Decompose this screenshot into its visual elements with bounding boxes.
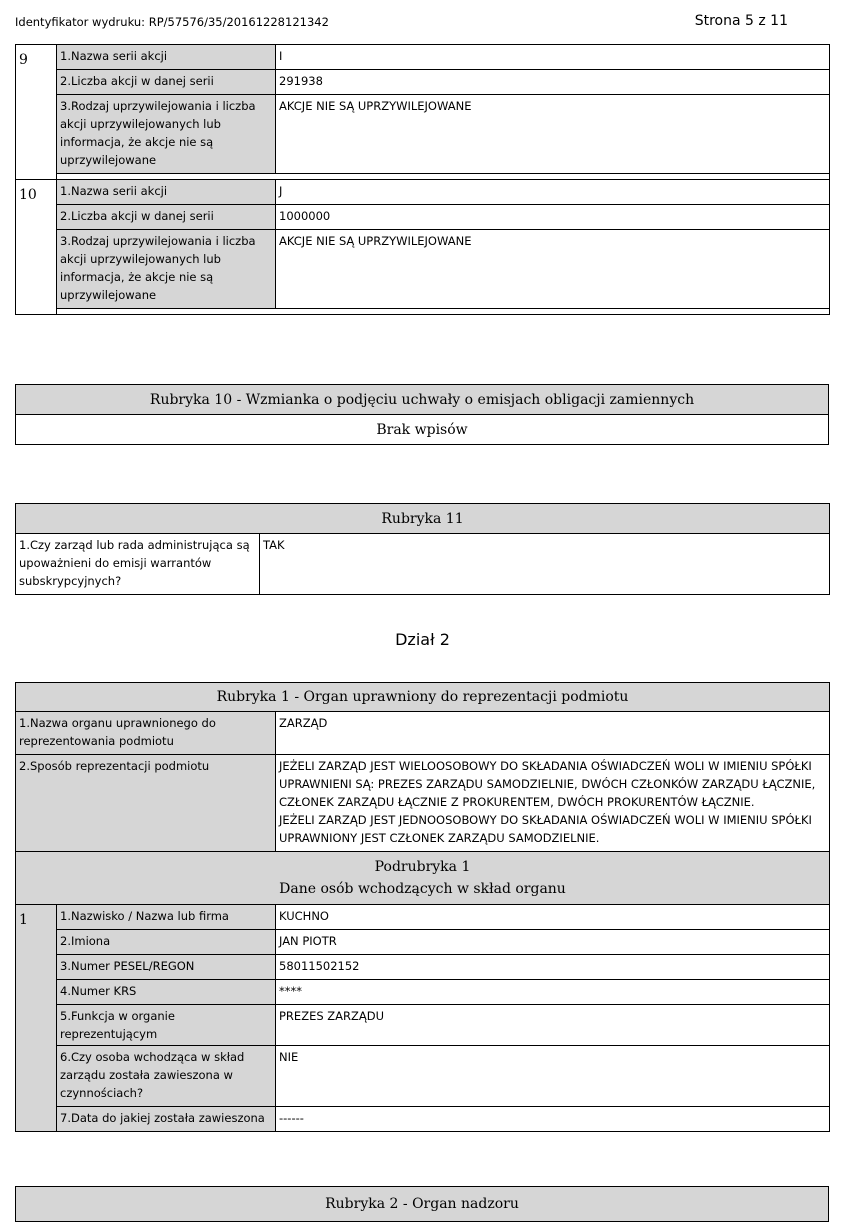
table-row: [16, 755, 830, 852]
field-value: ****: [276, 980, 830, 1005]
no-entries-text: Brak wpisów: [16, 415, 829, 445]
table-row: [16, 712, 830, 755]
table-row: [16, 1005, 830, 1046]
table-row: [16, 230, 830, 309]
field-value: JAN PIOTR: [276, 930, 830, 955]
table-row: [16, 309, 830, 315]
field-value: ------: [276, 1107, 830, 1132]
print-identifier: Identyfikator wydruku: RP/57576/35/20161228121342: [15, 15, 329, 29]
series-number: 9: [16, 45, 57, 180]
representation-text: JEŻELI ZARZĄD JEST JEDNOOSOBOWY DO SKŁADANIA OŚWIADCZEŃ WOLI W IMIENIU SPÓŁKI UPRAWNIONY JEST CZŁONEK ZARZĄDU SAMODZIELNIE.: [279, 813, 812, 845]
table-row: [16, 980, 830, 1005]
field-value: 1000000: [276, 205, 830, 230]
field-label: 3.Numer PESEL/REGON: [57, 955, 276, 980]
table-row: [16, 205, 830, 230]
field-value: ZARZĄD: [276, 712, 830, 755]
field-value: 291938: [276, 70, 830, 95]
field-label: 2.Liczba akcji w danej serii: [57, 205, 276, 230]
page-number: Strona 5 z 11: [694, 13, 788, 29]
field-value: AKCJE NIE SĄ UPRZYWILEJOWANE: [276, 95, 830, 174]
subsection-title-line: Dane osób wchodzących w skład organu: [279, 881, 566, 897]
subsection-title-line: Podrubryka 1: [374, 859, 471, 875]
section-title: Rubryka 2 - Organ nadzoru: [16, 1187, 829, 1222]
field-label: 1.Nazwisko / Nazwa lub firma: [57, 905, 276, 930]
field-label: 2.Liczba akcji w danej serii: [57, 70, 276, 95]
field-value: [276, 755, 830, 852]
field-value: I: [276, 45, 830, 70]
field-label: 2.Sposób reprezentacji podmiotu: [16, 755, 276, 852]
table-row: [16, 1046, 830, 1107]
field-label: 3.Rodzaj uprzywilejowania i liczba akcji uprzywilejowanych lub informacja, że akcje nie są uprzywilejowane: [57, 95, 276, 174]
rubryka-11-table: [15, 503, 830, 595]
representation-text: JEŻELI ZARZĄD JEST WIELOOSOBOWY DO SKŁADANIA OŚWIADCZEŃ WOLI W IMIENIU SPÓŁKI UPRAWNIENI SĄ: PREZES ZARZĄDU SAMODZIELNIE, DWÓCH CZŁONKÓW ZARZĄDU ŁĄCZNIE, CZŁONEK ZARZĄDU ŁĄCZNIE Z PROKURENTEM, DWÓCH PROKURENTÓW ŁĄCZNIE.: [279, 759, 816, 809]
table-row: [16, 1107, 830, 1132]
field-value: J: [276, 180, 830, 205]
rubryka-2-table: [15, 1186, 829, 1222]
section-title: Rubryka 10 - Wzmianka o podjęciu uchwały o emisjach obligacji zamiennych: [16, 385, 829, 415]
field-value: AKCJE NIE SĄ UPRZYWILEJOWANE: [276, 230, 830, 309]
field-value: PREZES ZARZĄDU: [276, 1005, 830, 1046]
person-number: 1: [16, 905, 57, 1132]
field-label: 3.Rodzaj uprzywilejowania i liczba akcji uprzywilejowanych lub informacja, że akcje nie są uprzywilejowane: [57, 230, 276, 309]
table-row: [16, 70, 830, 95]
field-label: 7.Data do jakiej została zawieszona: [57, 1107, 276, 1132]
section-title: Rubryka 11: [16, 504, 830, 534]
table-row: [16, 180, 830, 205]
series-number: 10: [16, 180, 57, 315]
table-row: [16, 905, 830, 930]
field-label: 1.Czy zarząd lub rada administrująca są upoważnieni do emisji warrantów subskrypcyjnych?: [16, 534, 260, 595]
field-label: 2.Imiona: [57, 930, 276, 955]
field-label: 1.Nazwa serii akcji: [57, 45, 276, 70]
field-label: 1.Nazwa serii akcji: [57, 180, 276, 205]
section-title: Rubryka 1 - Organ uprawniony do reprezentacji podmiotu: [16, 683, 830, 712]
field-label: 5.Funkcja w organie reprezentującym: [57, 1005, 276, 1046]
field-value: TAK: [260, 534, 830, 595]
table-row: [16, 955, 830, 980]
rubryka-10-table: [15, 384, 829, 445]
subsection-title: [16, 852, 830, 905]
table-row: [16, 95, 830, 174]
rubryka-1-table: [15, 682, 830, 1132]
field-label: 6.Czy osoba wchodząca w skład zarządu została zawieszona w czynnościach?: [57, 1046, 276, 1107]
table-row: [16, 930, 830, 955]
field-value: NIE: [276, 1046, 830, 1107]
field-value: KUCHNO: [276, 905, 830, 930]
share-series-table: [15, 44, 830, 315]
field-label: 1.Nazwa organu uprawnionego do reprezentowania podmiotu: [16, 712, 276, 755]
field-label: 4.Numer KRS: [57, 980, 276, 1005]
table-row: [16, 45, 830, 70]
field-value: 58011502152: [276, 955, 830, 980]
section-heading: Dział 2: [395, 630, 450, 649]
